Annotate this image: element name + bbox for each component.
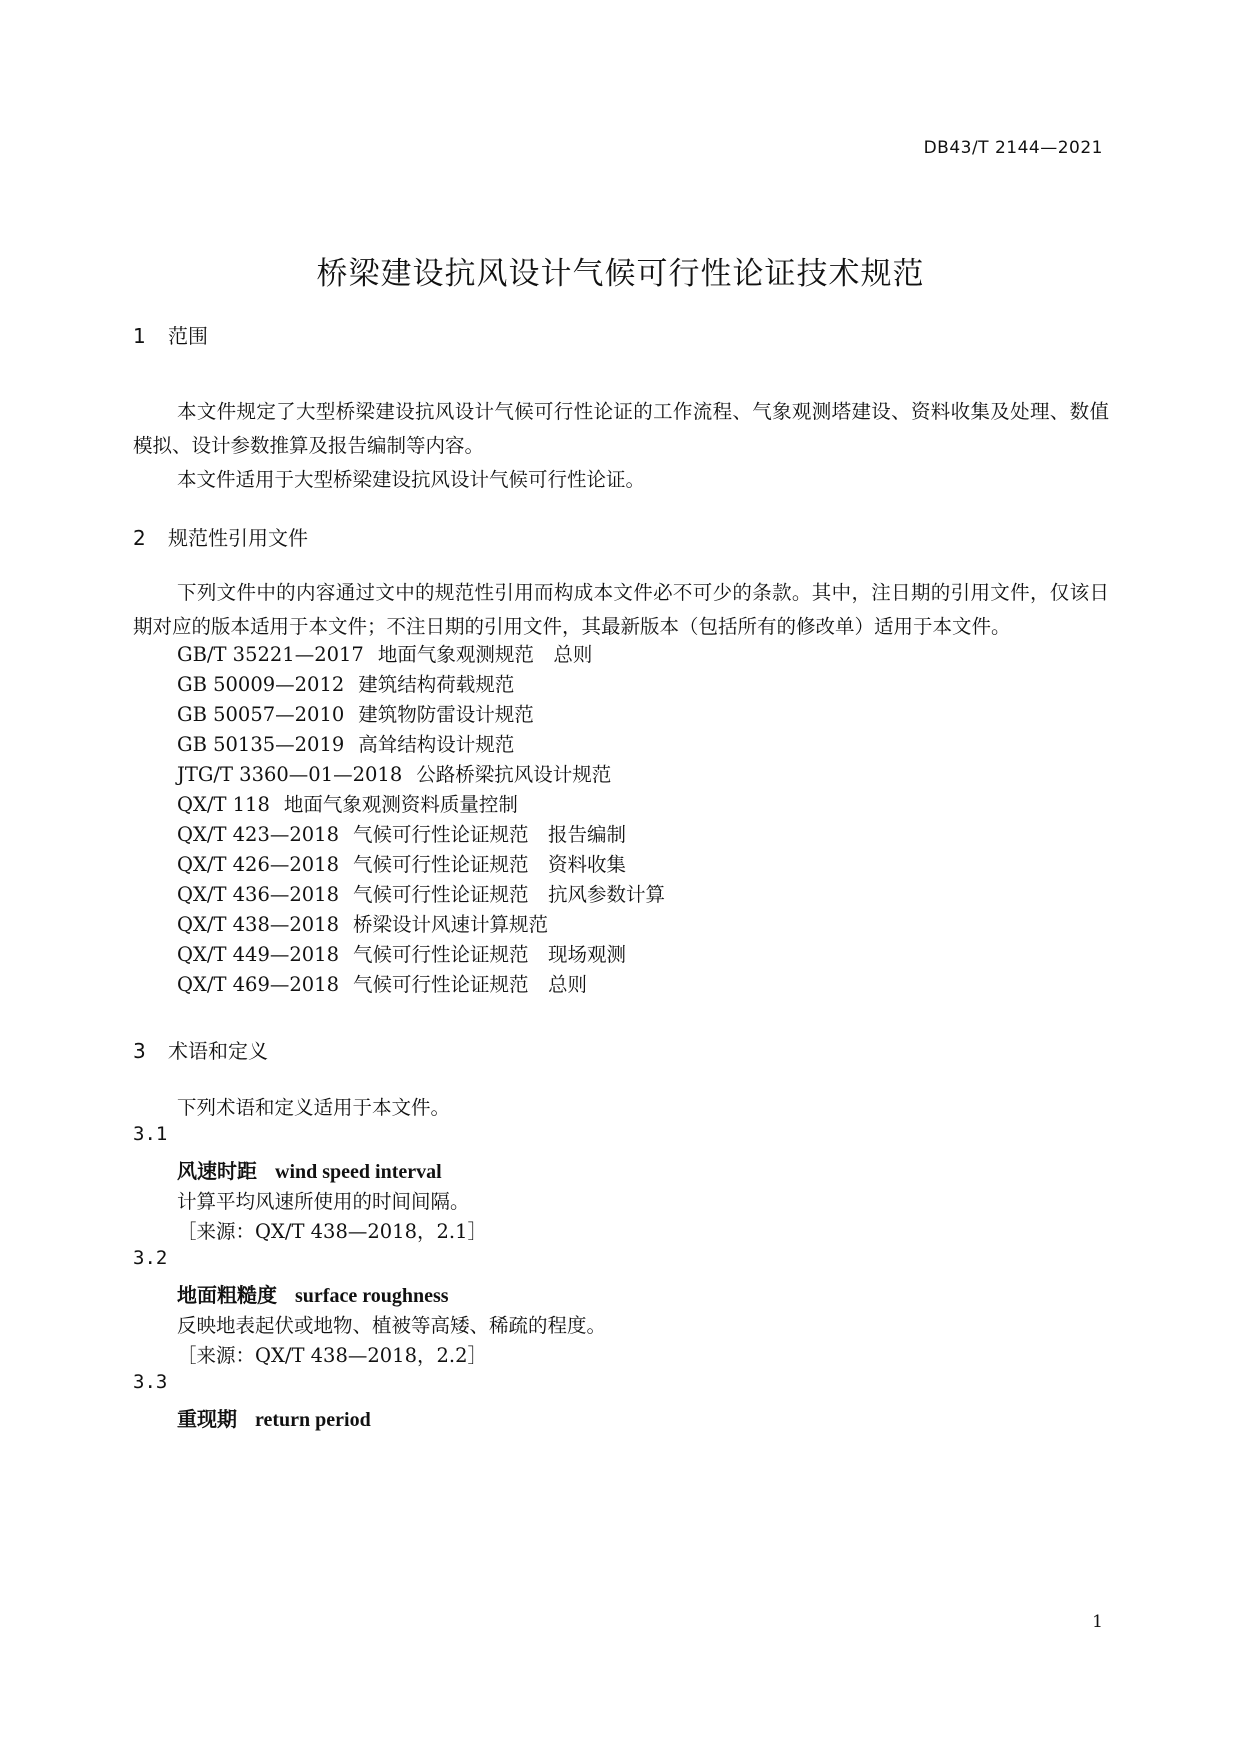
- term-source: ［来源：QX/T 438—2018，2.2］: [177, 1344, 488, 1367]
- terms-intro: 下列术语和定义适用于本文件。: [177, 1096, 451, 1119]
- references-intro: [133, 576, 1109, 644]
- page-number: 1: [1092, 1612, 1103, 1632]
- reference-item: [177, 968, 587, 1002]
- paragraph: 本文件规定了大型桥梁建设抗风设计气候可行性论证的工作流程、气象观测塔建设、资料收集及处理、数值模拟、设计参数推算及报告编制等内容。: [133, 400, 1109, 457]
- scope-paragraphs: [133, 395, 1109, 497]
- reference-item: [177, 758, 611, 792]
- reference-name: 建筑结构荷载规范: [358, 673, 515, 696]
- reference-name: 气候可行性论证规范 现场观测: [353, 943, 627, 966]
- term-zh: 风速时距: [177, 1159, 257, 1183]
- paragraph: 本文件适用于大型桥梁建设抗风设计气候可行性论证。: [177, 468, 646, 491]
- section-heading-scope: [133, 320, 208, 349]
- reference-name: 气候可行性论证规范 报告编制: [353, 823, 627, 846]
- reference-code: QX/T 438—2018: [177, 913, 339, 936]
- reference-item: [177, 728, 514, 762]
- reference-item: [177, 788, 518, 822]
- reference-item: [177, 848, 626, 882]
- reference-code: GB 50057—2010: [177, 703, 345, 726]
- reference-item: [177, 698, 534, 732]
- section-number: 3: [133, 1039, 146, 1063]
- reference-item: [177, 818, 626, 852]
- section-title: 术语和定义: [168, 1039, 268, 1063]
- term-zh: 地面粗糙度: [177, 1283, 277, 1307]
- term-en: return period: [255, 1409, 371, 1431]
- reference-code: QX/T 469—2018: [177, 973, 339, 996]
- term-definition: 反映地表起伏或地物、植被等高矮、稀疏的程度。: [177, 1314, 607, 1337]
- reference-name: 气候可行性论证规范 总则: [353, 973, 588, 996]
- reference-name: 气候可行性论证规范 资料收集: [353, 853, 627, 876]
- reference-item: [177, 638, 592, 672]
- reference-name: 桥梁设计风速计算规范: [353, 913, 549, 936]
- reference-item: [177, 908, 548, 942]
- reference-code: QX/T 118: [177, 793, 270, 816]
- section-title: 规范性引用文件: [168, 526, 308, 550]
- reference-name: 建筑物防雷设计规范: [358, 703, 534, 726]
- reference-code: JTG/T 3360—01—2018: [177, 763, 403, 786]
- document-number: DB43/T 2144—2021: [923, 138, 1103, 158]
- reference-code: GB/T 35221—2017: [177, 643, 364, 666]
- reference-name: 气候可行性论证规范 抗风参数计算: [353, 883, 666, 906]
- reference-code: QX/T 423—2018: [177, 823, 339, 846]
- reference-code: GB 50009—2012: [177, 673, 345, 696]
- reference-code: QX/T 449—2018: [177, 943, 339, 966]
- section-title: 范围: [168, 324, 208, 348]
- term-definition: 计算平均风速所使用的时间间隔。: [177, 1190, 470, 1213]
- reference-name: 地面气象观测资料质量控制: [283, 793, 518, 816]
- section-heading-normative-references: [133, 522, 308, 551]
- term-title: [177, 1155, 442, 1184]
- term-zh: 重现期: [177, 1407, 237, 1431]
- reference-item: [177, 878, 665, 912]
- reference-name: 公路桥梁抗风设计规范: [416, 763, 612, 786]
- reference-item: [177, 938, 626, 972]
- term-en: wind speed interval: [275, 1161, 442, 1183]
- section-number: 2: [133, 526, 146, 550]
- reference-item: [177, 668, 514, 702]
- reference-code: GB 50135—2019: [177, 733, 345, 756]
- reference-code: QX/T 426—2018: [177, 853, 339, 876]
- section-heading-terms: [133, 1035, 268, 1064]
- term-title: [177, 1403, 371, 1432]
- term-source: ［来源：QX/T 438—2018，2.1］: [177, 1220, 488, 1243]
- page-title: 桥梁建设抗风设计气候可行性论证技术规范: [316, 256, 925, 292]
- reference-name: 地面气象观测规范 总则: [377, 643, 593, 666]
- reference-code: QX/T 436—2018: [177, 883, 339, 906]
- reference-name: 高耸结构设计规范: [358, 733, 515, 756]
- term-number: 3.3: [133, 1371, 168, 1393]
- term-title: [177, 1279, 449, 1308]
- term-number: 3.1: [133, 1123, 168, 1145]
- paragraph: 下列文件中的内容通过文中的规范性引用而构成本文件必不可少的条款。其中，注日期的引用文件，仅该日期对应的版本适用于本文件；不注日期的引用文件，其最新版本（包括所有的修改单）适用于本文件。: [133, 581, 1109, 638]
- term-en: surface roughness: [295, 1285, 449, 1307]
- section-number: 1: [133, 324, 146, 348]
- term-number: 3.2: [133, 1247, 168, 1269]
